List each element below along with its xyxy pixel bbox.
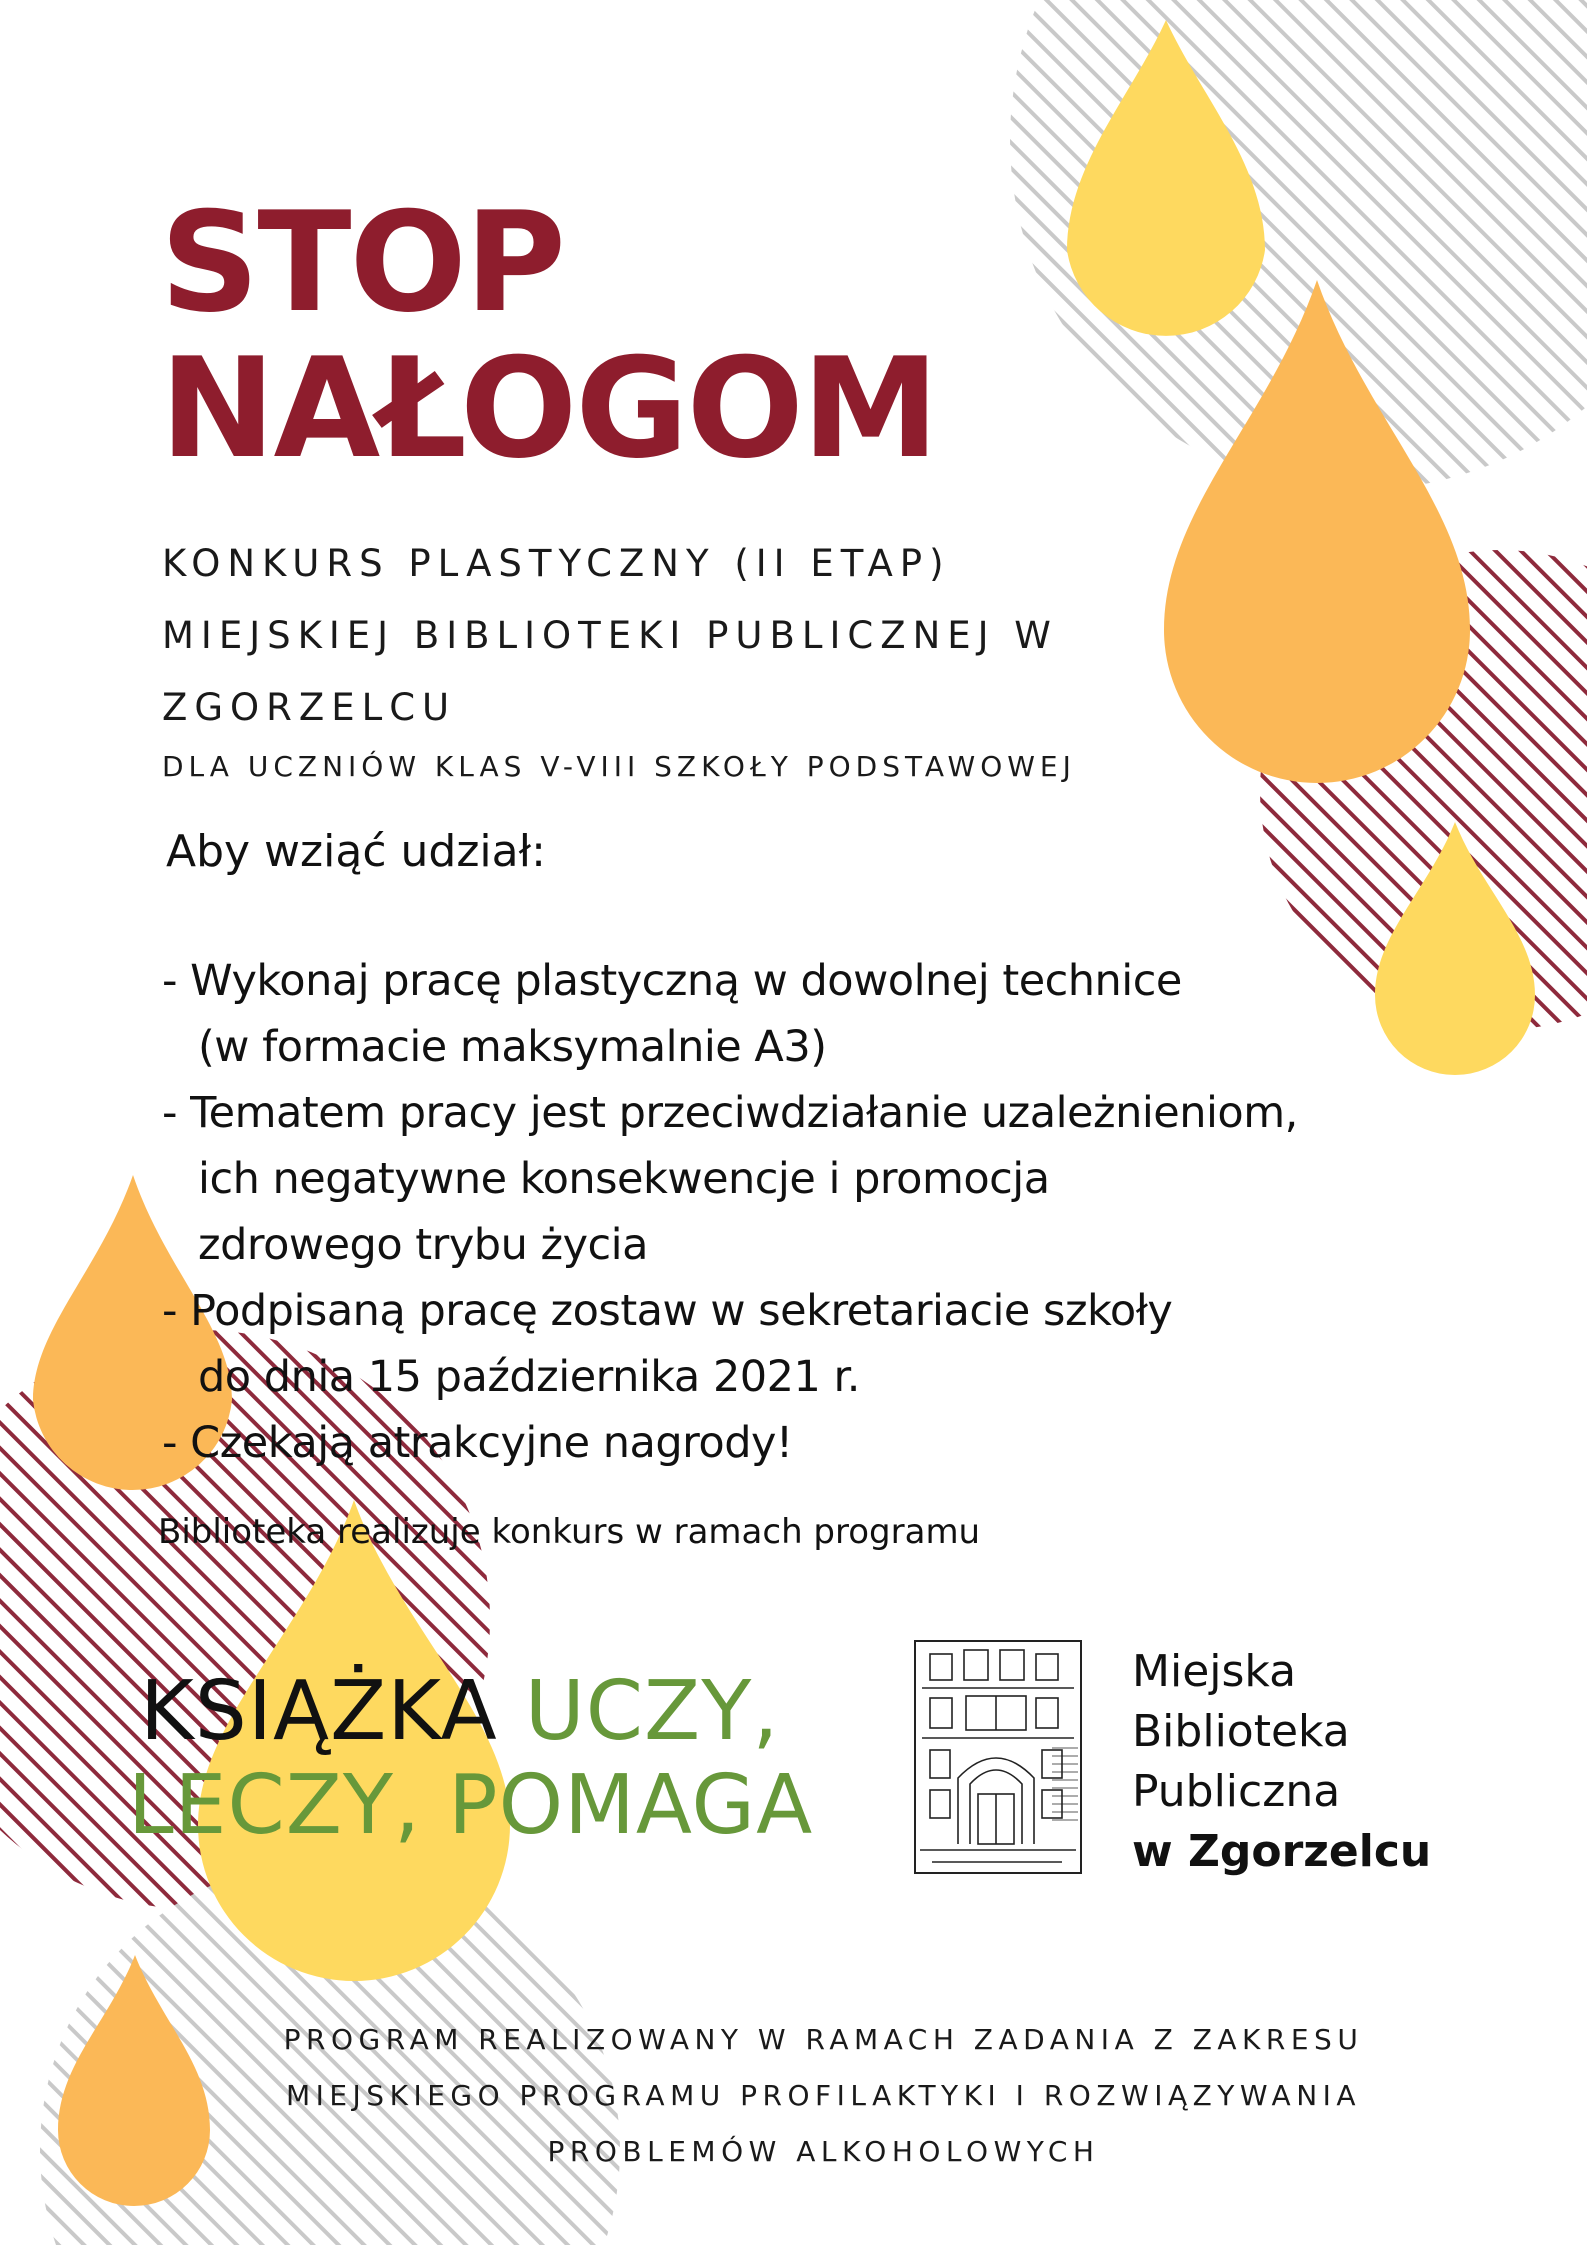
rule-line: - Podpisaną pracę zostaw w sekretariacie szkoły <box>162 1286 1173 1336</box>
library-name-line-3: Publiczna <box>1132 1766 1341 1817</box>
subtitle-line-1: KONKURS PLASTYCZNY (II ETAP) <box>162 542 951 585</box>
slogan-green-1: UCZY, <box>524 1664 780 1759</box>
list-item <box>162 948 1462 1080</box>
rule-line: - Czekają atrakcyjne nagrody! <box>162 1418 793 1468</box>
library-name <box>1132 1642 1431 1882</box>
rule-line: do dnia 15 października 2021 r. <box>198 1352 860 1402</box>
list-item <box>162 1410 1462 1476</box>
contest-subtitle <box>162 528 1312 744</box>
rules-list <box>162 948 1462 1476</box>
footer-line-1: PROGRAM REALIZOWANY W RAMACH ZADANIA Z ZAKRESU <box>283 2023 1364 2056</box>
footer-note <box>0 2012 1587 2180</box>
subtitle-line-2: MIEJSKIEJ BIBLIOTEKI PUBLICZNEJ W <box>162 614 1058 657</box>
headline <box>160 182 938 489</box>
program-slogan <box>128 1664 814 1853</box>
rule-line: zdrowego trybu życia <box>198 1220 648 1270</box>
slogan-dark: KSIĄŻKA <box>140 1664 498 1759</box>
list-item <box>162 1278 1462 1410</box>
footer-line-3: PROBLEMÓW ALKOHOLOWYCH <box>547 2135 1100 2168</box>
library-name-line-4: w Zgorzelcu <box>1132 1826 1432 1877</box>
rule-line: (w formacie maksymalnie A3) <box>198 1022 827 1072</box>
program-note: Biblioteka realizuje konkurs w ramach programu <box>158 1512 981 1552</box>
rule-line: ich negatywne konsekwencje i promocja <box>198 1154 1050 1204</box>
library-name-line-2: Biblioteka <box>1132 1706 1350 1757</box>
rule-line: - Tematem pracy jest przeciwdziałanie uzależnieniom, <box>162 1088 1298 1138</box>
subtitle-line-3: ZGORZELCU <box>162 686 457 729</box>
library-name-line-1: Miejska <box>1132 1646 1297 1697</box>
slogan-green-2: LECZY, POMAGA <box>128 1758 814 1853</box>
headline-line-2: NAŁOGOM <box>160 328 938 489</box>
rule-line: - Wykonaj pracę plastyczną w dowolnej technice <box>162 956 1182 1006</box>
audience-note: DLA UCZNIÓW KLAS V-VIII SZKOŁY PODSTAWOWEJ <box>162 750 1076 783</box>
headline-line-1: STOP <box>160 182 564 343</box>
library-building-logo <box>912 1638 1084 1876</box>
rules-intro: Aby wziąć udział: <box>166 826 546 877</box>
footer-line-2: MIEJSKIEGO PROGRAMU PROFILAKTYKI I ROZWIĄZYWANIA <box>285 2079 1362 2112</box>
list-item <box>162 1080 1462 1278</box>
